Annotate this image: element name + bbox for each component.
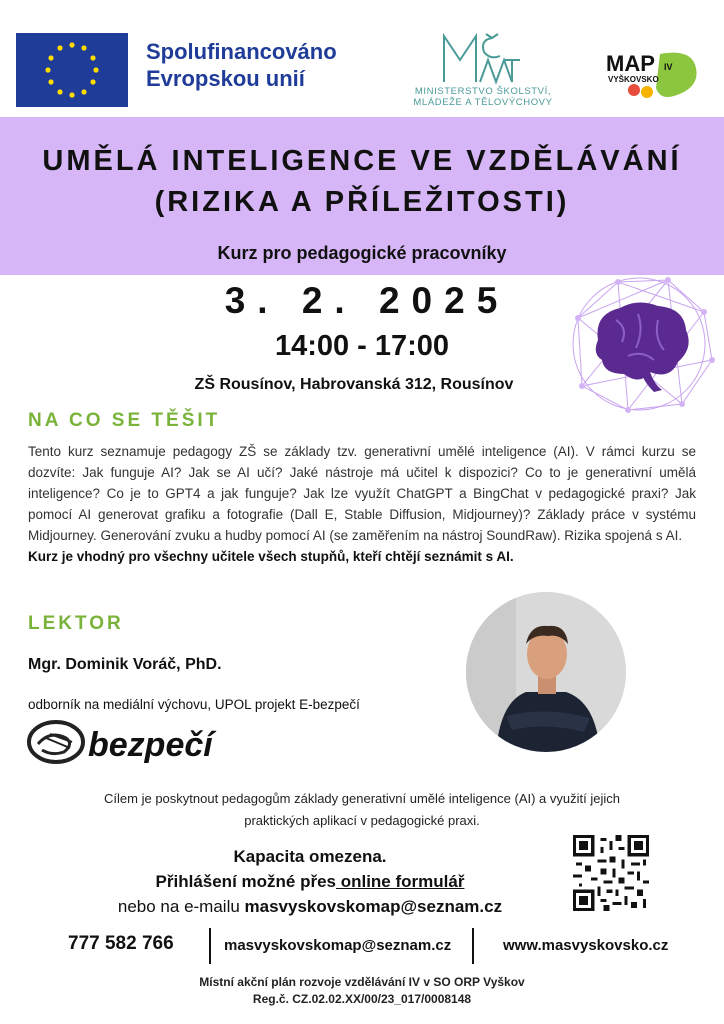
event-date: 3. 2. 2025	[224, 280, 510, 321]
course-audience: Kurz je vhodný pro všechny učitele všech stupňů, kteří chtějí seznámit s AI.	[28, 549, 514, 564]
course-goal	[40, 788, 684, 832]
map-vyskovsko-logo	[600, 44, 704, 104]
registration-email-prefix: nebo na e-mailu	[117, 897, 245, 916]
footer-project-name: Místní akční plán rozvoje vzdělávání IV v SO ORP Vyškov	[199, 975, 525, 989]
event-subtitle: Kurz pro pedagogické pracovníky	[217, 243, 507, 263]
course-description	[28, 441, 696, 567]
eu-line-1: Spolufinancováno	[146, 39, 337, 64]
event-title-line-1: UMĚLÁ INTELIGENCE VE VZDĚLÁVÁNÍ	[42, 145, 682, 177]
e-bezpeci-hands-icon	[26, 716, 246, 766]
msmt-mark-icon	[400, 30, 560, 88]
qr-code-icon	[573, 835, 649, 911]
section-heading-lektor: LEKTOR	[28, 613, 124, 634]
contact-phone[interactable]: 777 582 766	[68, 933, 174, 954]
e-bezpeci-logo	[26, 716, 246, 766]
map-sub: VYŠKOVSKO	[608, 75, 659, 84]
lektor-name: Mgr. Dominik Voráč, PhD.	[28, 656, 222, 673]
registration-email-line	[60, 897, 560, 917]
eu-line-2: Evropskou unií	[146, 66, 305, 91]
capacity-note: Kapacita omezena.	[233, 847, 387, 866]
course-goal-line-1: Cílem je poskytnout pedagogům základy generativní umělé inteligence (AI) a využití jejich	[104, 791, 620, 806]
eu-flag-logo	[16, 33, 128, 107]
registration-line	[60, 872, 560, 892]
msmt-line-1: MINISTERSTVO ŠKOLSTVÍ,	[414, 86, 552, 97]
map-roman: IV	[664, 62, 673, 72]
online-form-link[interactable]: online formulář	[335, 872, 465, 891]
qr-code[interactable]	[573, 835, 649, 911]
lektor-role: odborník na mediální výchovu, UPOL projekt E-bezpečí	[28, 697, 360, 712]
section-heading-what: NA CO SE TĚŠIT	[28, 410, 221, 431]
lektor-photo	[466, 592, 626, 752]
event-title-line-2: (RIZIKA A PŘÍLEŽITOSTI)	[154, 186, 570, 218]
event-time: 14:00 - 17:00	[274, 330, 450, 362]
map-hand-icon	[600, 44, 704, 104]
e-bezpeci-logo-text: bezpečí	[88, 726, 213, 764]
event-place: ZŠ Rousínov, Habrovanská 312, Rousínov	[194, 376, 514, 393]
course-goal-line-2: praktických aplikací v pedagogické praxi.	[244, 813, 480, 828]
registration-prefix: Přihlášení možné přes	[155, 872, 336, 891]
lektor-portrait-icon	[466, 592, 626, 752]
contact-separator-2	[472, 928, 474, 964]
contact-email[interactable]: masvyskovskomap@seznam.cz	[224, 937, 452, 954]
eu-cofinanced-text	[146, 38, 337, 92]
contact-separator-1	[209, 928, 211, 964]
eu-stars-icon	[16, 33, 128, 107]
course-description-text: Tento kurz seznamuje pedagogy ZŠ se základy tzv. generativní umělé inteligence (AI). V rámci kurzu se dozvíte: Jak funguje AI? Jak se AI učí? Jaké nástroje má učitel k dispozici? Co to je generativní umělá inteligence? Co je to GPT4 a jak funguje? Jak lze využít ChatGPT a BingChat v pedagogické praxi? Jak pomocí AI generovat grafiku a fotografie (Dall E, Stable Diffusion, Midjourney)? Základy práce v systému Midjourney. Generování zvuku a hudby pomocí AI (se zaměřením na nástroj SoundRaw). Rizika spojená s AI.	[28, 444, 696, 543]
map-mark: MAP	[606, 51, 655, 76]
msmt-line-2: MLÁDEŽE A TĚLOVÝCHOVY	[413, 97, 553, 108]
msmt-name	[398, 86, 568, 108]
contact-website[interactable]: www.masvyskovsko.cz	[503, 937, 669, 954]
registration-email-link[interactable]: masvyskovskomap@seznam.cz	[244, 897, 503, 916]
footer-registration-number: Reg.č. CZ.02.02.XX/00/23_017/0008148	[252, 992, 472, 1006]
